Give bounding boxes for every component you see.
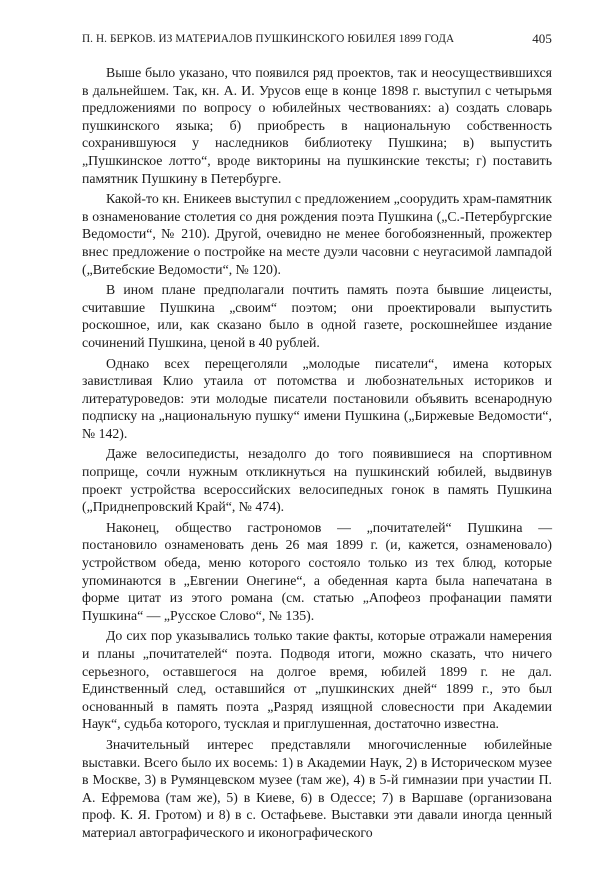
paragraph: Какой-то кн. Еникеев выступил с предложением „соорудить храм-памятник в ознаменование столетия со дня рождения поэта Пушкина („С.-Петербургские Ведомости“, № 210). Другой, очевидно не менее богобоязненный, прожектер внес предложение о постройке на месте дуэли часовни с неугасимой лампадой („Витебские Ведомости“, № 120). xyxy=(82,191,552,277)
book-page xyxy=(82,30,552,845)
running-head: П. Н. БЕРКОВ. ИЗ МАТЕРИАЛОВ ПУШКИНСКОГО ЮБИЛЕЯ 1899 ГОДА xyxy=(82,33,455,45)
paragraph: Однако всех перещеголяли „молодые писатели“, имена которых завистливая Клио утаила от потомства и любознательных историков и литературоведов: эти молодые писатели постановили объявить всенародную подписку на „национальную пушку“ имени Пушкина („Биржевые Ведомости“, № 142). xyxy=(82,355,552,441)
paragraph: Значительный интерес представляли многочисленные юбилейные выставки. Всего было их восемь: 1) в Академии Наук, 2) в Историческом музее в Москве, 3) в Румянцевском музее (там же), 4) в 5-й гимназии при участии П. А. Ефремова (там же), 5) в Киеве, 6) в Одессе; 7) в Варшаве (организована проф. К. Я. Гротом) и 8) в с. Остафьеве. Выставки эти давали иногда ценный материал автографического и иконографического xyxy=(82,736,552,840)
page-header xyxy=(82,30,552,52)
paragraph: Выше было указано, что появился ряд проектов, так и неосуществившихся в дальнейшем. Так, кн. А. И. Урусов еще в конце 1898 г. выступил с четырьмя предложениями по вопросу о юбилейных чествованиях: а) создать словарь пушкинского языка; б) приобресть в национальную собственность сохранившуюся у наследников библиотеку Пушкина; в) выпустить „Пушкинское лотто“, вроде викторины на пушкинские тексты; г) поставить памятник Пушкину в Петербурге. xyxy=(82,65,552,186)
paragraph: До сих пор указывались только такие факты, которые отражали намерения и планы „почитателей“ поэта. Подводя итоги, можно сказать, что ничего серьезного, оставшегося на долгое время, юбилей 1899 г. не дал. Единственный след, оставшийся от „пушкинских дней“ 1899 г., это был основанный в память поэта „Разряд изящной словесности при Академии Наук“, судьба которого, тусклая и приглушенная, достаточно известна. xyxy=(82,628,552,732)
paragraph: Даже велосипедисты, незадолго до того появившиеся на спортивном поприще, сочли нужным откликнуться на пушкинский юбилей, выдвинув проект устройства всероссийских велосипедных гонок в память Пушкина („Приднепровский Край“, № 474). xyxy=(82,446,552,515)
page-number: 405 xyxy=(532,31,552,46)
paragraph: В ином плане предполагали почтить память поэта бывшие лицеисты, считавшие Пушкина „своим“ поэтом; они проектировали выпустить роскошное, или, как сказано было в одной газете, роскошнейшее издание сочинений Пушкина, ценой в 40 рублей. xyxy=(82,282,552,350)
article-body xyxy=(82,64,552,842)
paragraph: Наконец, общество гастрономов — „почитателей“ Пушкина — постановило ознаменовать день 26 мая 1899 г. (и, кажется, ознаменовало) устройством обеда, меню которого состояло только из тех блюд, которые упоминаются в „Евгении Онегине“, а обеденная карта была напечатана в форме цитат из этого романа (см. статью „Апофеоз профанации памяти Пушкина“ — „Русское Слово“, № 135). xyxy=(82,519,552,623)
